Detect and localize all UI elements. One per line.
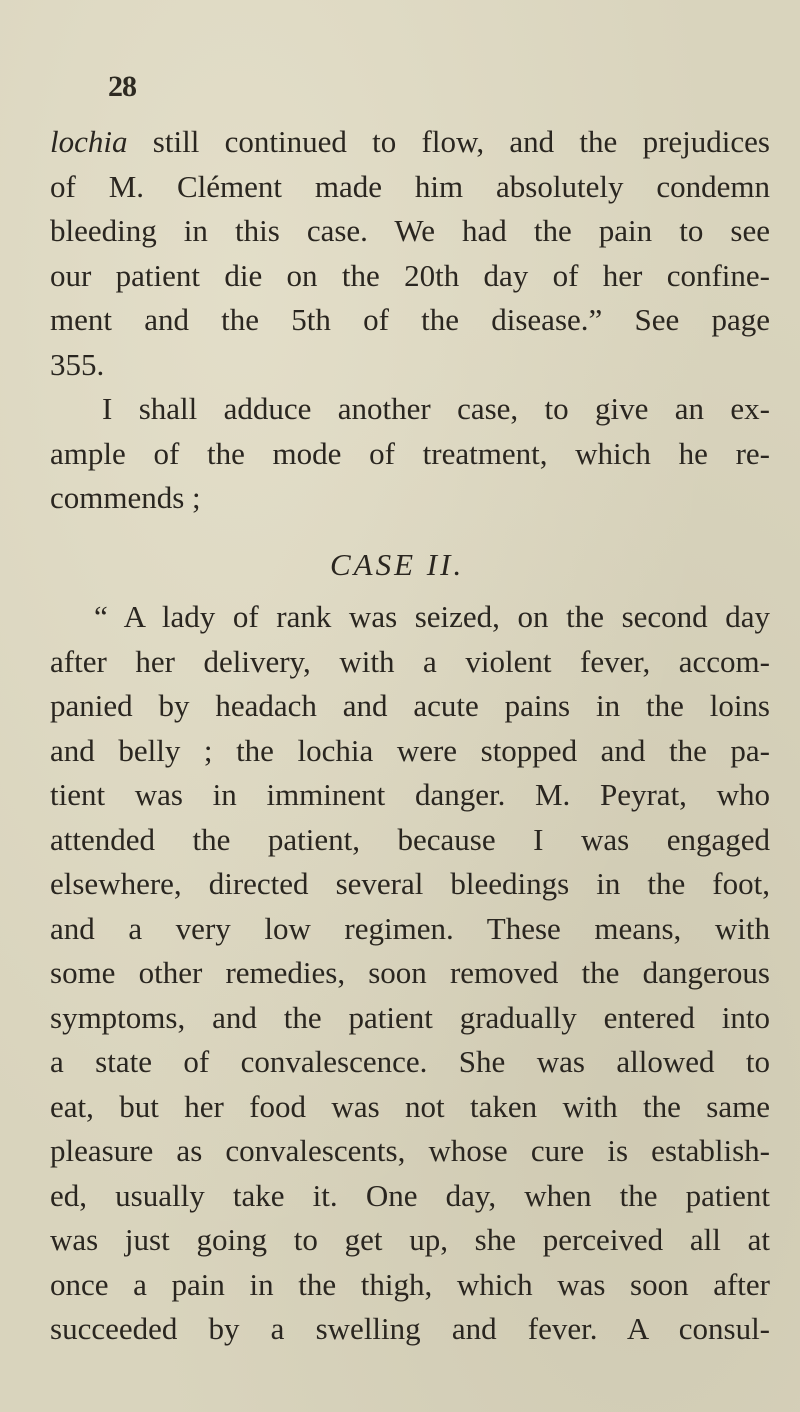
page-number: 28 [108, 70, 136, 103]
paragraph-3-line-14: ed, usually take it. One day, when the patient [50, 1177, 770, 1213]
paragraph-3-line-16: once a pain in the thigh, which was soon after [50, 1266, 770, 1302]
paragraph-3-line-7: elsewhere, directed several bleedings in the foot, [50, 866, 770, 901]
paragraph-3-line-2: after her delivery, with a violent fever, accom- [50, 643, 770, 679]
paragraph-1-line-4: our patient die on the 20th day of her confine- [50, 257, 770, 293]
paragraph-3-line-9: some other remedies, soon removed the dangerous [50, 955, 770, 990]
paragraph-3-line-17: succeeded by a swelling and fever. A consul- [50, 1311, 770, 1346]
paragraph-1-line-2: of M. Clément made him absolutely condemn [50, 168, 770, 204]
paragraph-2-line-3: commends ; [50, 480, 201, 515]
paragraph-3-line-8: and a very low regimen. These means, with [50, 910, 770, 946]
paragraph-2-line-1: I shall adduce another case, to give an ex- [102, 391, 770, 426]
paragraph-3-line-10: symptoms, and the patient gradually entered into [50, 999, 770, 1035]
paragraph-3-line-11: a state of convalescence. She was allowed to [50, 1044, 770, 1079]
paragraph-3-line-6: attended the patient, because I was engaged [50, 821, 770, 857]
paragraph-3-line-15: was just going to get up, she perceived all at [50, 1222, 770, 1257]
paragraph-3-line-4: and belly ; the lochia were stopped and the pa- [50, 732, 770, 768]
paragraph-3-line-13: pleasure as convalescents, whose cure is establish- [50, 1133, 770, 1168]
body-text [50, 120, 770, 1352]
paragraph-1-line-6: 355. [50, 346, 105, 382]
line-text: still continued to flow, and the prejudices [127, 124, 770, 159]
paragraph-1-line-1 [50, 120, 770, 165]
paragraph-3-line-3: panied by headach and acute pains in the loins [50, 688, 770, 723]
paragraph-3-line-5: tient was in imminent danger. M. Peyrat, who [50, 777, 770, 812]
italic-word: lochia [50, 124, 128, 159]
case-heading: CASE II. [330, 546, 465, 582]
paragraph-1-line-5: ment and the 5th of the disease.” See page [50, 302, 770, 337]
paragraph-2-line-2: ample of the mode of treatment, which he re- [50, 435, 770, 471]
paragraph-3-line-1: “ A lady of rank was seized, on the second day [94, 599, 770, 634]
paragraph-1-line-3: bleeding in this case. We had the pain to see [50, 213, 770, 248]
paragraph-3-line-12: eat, but her food was not taken with the same [50, 1088, 770, 1124]
